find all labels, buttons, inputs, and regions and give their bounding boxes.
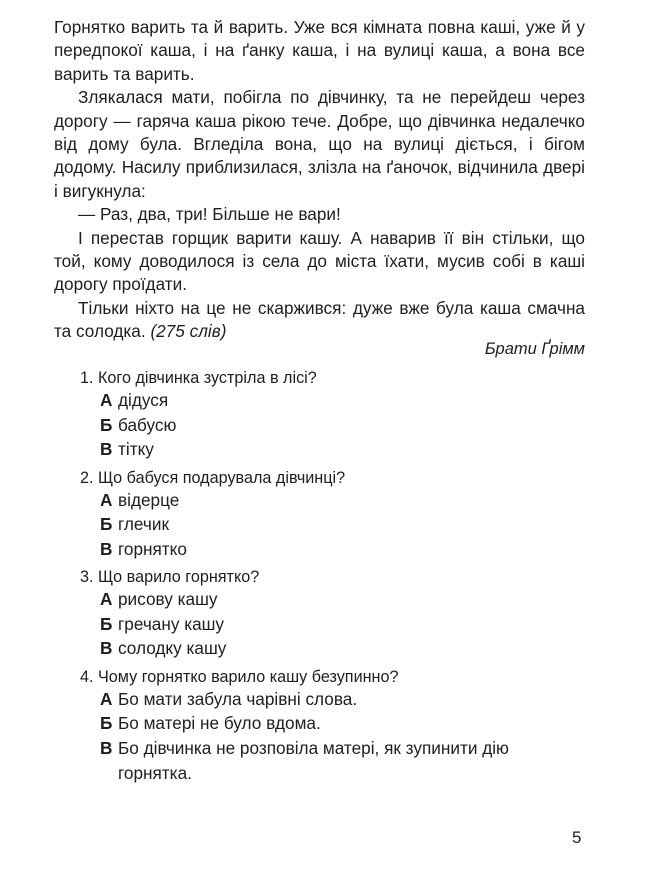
- questions-list: [80, 366, 590, 790]
- option-text: Бо матері не було вдома.: [118, 713, 321, 733]
- option-letter: Б: [100, 414, 113, 435]
- option-v[interactable]: [80, 537, 590, 562]
- story-text: [54, 16, 585, 344]
- paragraph-3: — Раз, два, три! Більше не вари!: [78, 204, 341, 225]
- paragraph-5-text: Тільки ніхто на це не скаржився: дуже вже була каша смачна та солодка.: [54, 297, 585, 342]
- option-a[interactable]: [80, 388, 590, 413]
- option-letter: А: [100, 589, 113, 609]
- author: Брати Ґрімм: [484, 340, 585, 358]
- option-letter: Б: [100, 514, 113, 534]
- option-text: гречану кашу: [118, 613, 225, 634]
- option-letter: В: [100, 538, 113, 559]
- paragraph-4: І перестав горщик варити кашу. А наварив її він стільки, що той, кому доводилося із села до міста їхати, мусив собі в каші дорогу проїдати.: [54, 227, 585, 295]
- question-text: 2. Що бабуся подарувала дівчинці?: [80, 468, 346, 487]
- option-letter: А: [100, 489, 113, 510]
- question-2: [80, 466, 590, 562]
- page-number: 5: [572, 828, 582, 847]
- option-letter: Б: [100, 613, 113, 634]
- option-text: горнятко: [118, 538, 187, 559]
- option-a[interactable]: [80, 687, 590, 712]
- option-letter: В: [100, 439, 113, 459]
- paragraph-5: [54, 297, 585, 344]
- paragraph-2: Злякалася мати, побігла по дівчинку, та не перейдеш через дорогу — гаряча каша рікою тече. Добре, що дівчинка недалечко від дому була. Вгледіла вона, що на вулиці діється, і бігом додому. Насилу приблизилася, злізла на ґаночок, відчинила двері і вигукнула:: [54, 87, 585, 201]
- question-1: [80, 366, 590, 462]
- option-letter: В: [100, 638, 113, 658]
- option-v[interactable]: [80, 736, 530, 786]
- option-text: бабусю: [118, 414, 177, 435]
- option-text: глечик: [118, 514, 169, 534]
- option-letter: А: [100, 390, 113, 410]
- option-text: тітку: [118, 439, 154, 459]
- option-letter: А: [100, 688, 113, 709]
- option-text: солодку кашу: [118, 638, 227, 658]
- option-b[interactable]: [80, 512, 590, 537]
- option-a[interactable]: [80, 488, 590, 513]
- option-text: Бо мати забула чарівні слова.: [118, 688, 358, 709]
- option-text: відерце: [118, 489, 180, 510]
- option-text: Бо дівчинка не розповіла матері, як зупинити дію горнятка.: [118, 737, 509, 783]
- question-4: [80, 665, 590, 786]
- option-b[interactable]: [80, 612, 590, 637]
- paragraph-1: Горнятко варить та й варить. Уже вся кімната повна каші, уже й у передпокої каша, і на ґанку каша, і на вулиці каша, а вона все варить та варить.: [54, 17, 585, 84]
- option-b[interactable]: [80, 413, 590, 438]
- option-v[interactable]: [80, 636, 590, 661]
- option-a[interactable]: [80, 587, 590, 612]
- question-text: 3. Що варило горнятко?: [80, 568, 260, 586]
- option-b[interactable]: [80, 711, 590, 736]
- option-v[interactable]: [80, 437, 590, 462]
- question-text: 1. Кого дівчинка зустріла в лісі?: [80, 369, 317, 387]
- question-text: 4. Чому горнятко варило кашу безупинно?: [80, 667, 399, 686]
- question-3: [80, 565, 590, 661]
- option-text: дідуся: [118, 390, 169, 410]
- word-count: (275 слів): [150, 321, 227, 342]
- option-text: рисову кашу: [118, 589, 218, 609]
- option-letter: Б: [100, 713, 113, 733]
- option-letter: В: [100, 737, 113, 758]
